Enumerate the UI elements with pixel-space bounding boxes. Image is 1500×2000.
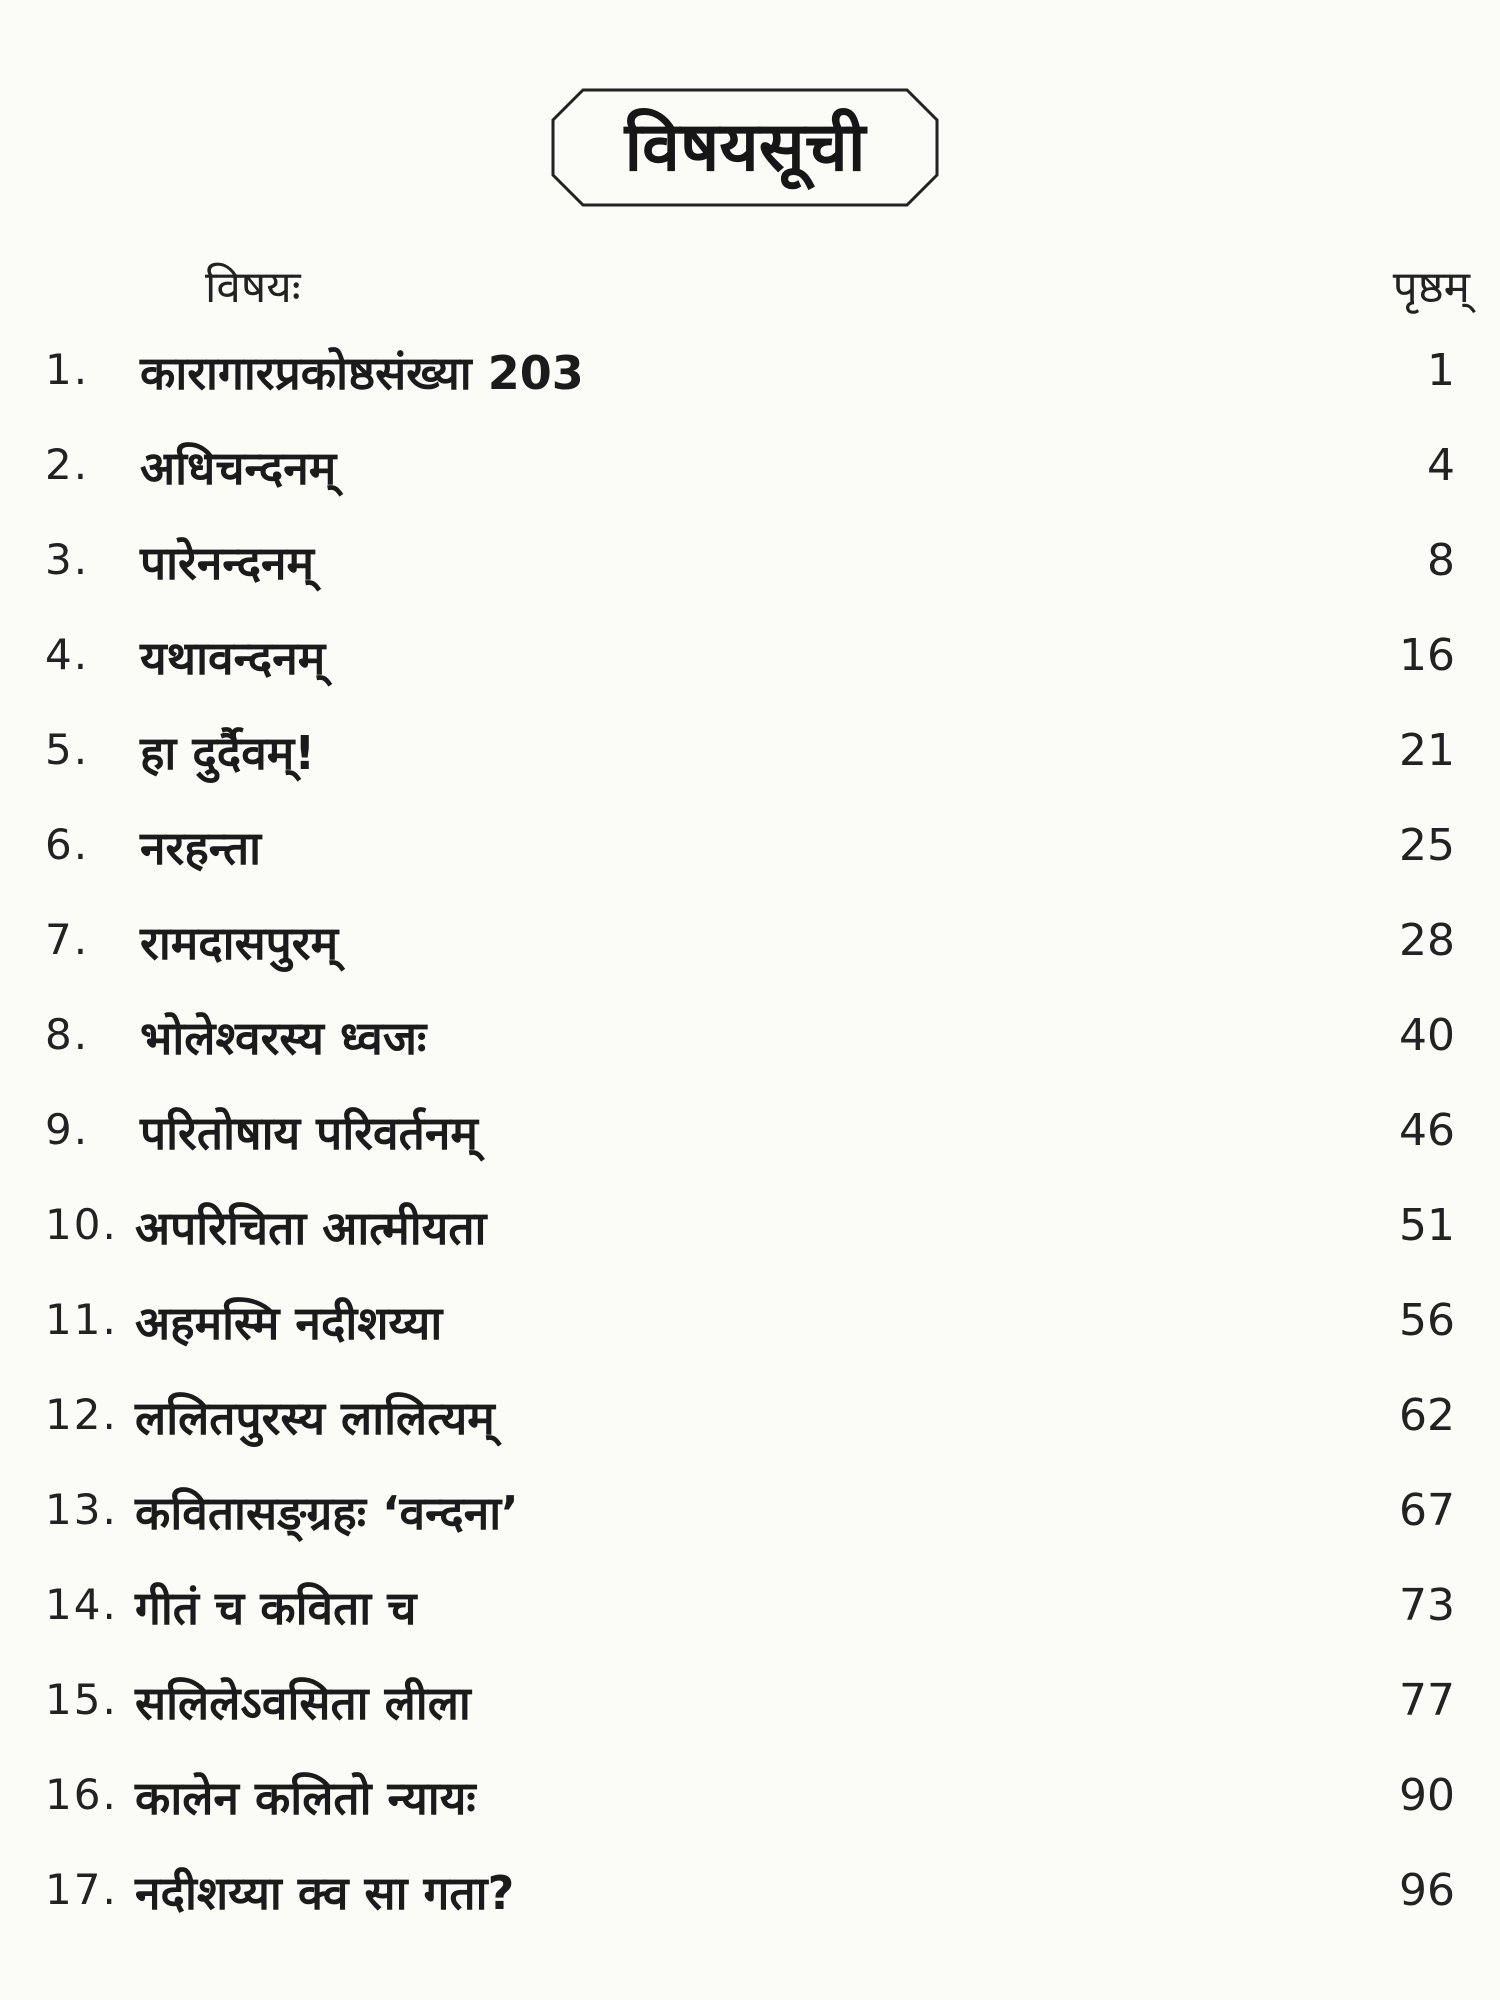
toc-entry-title: यथावन्दनम् bbox=[140, 631, 326, 685]
column-header-subject: विषयः bbox=[205, 262, 301, 313]
toc-entry-number: 9. bbox=[45, 1105, 90, 1154]
toc-entry-page: 28 bbox=[1399, 915, 1455, 966]
toc-entry-number: 6. bbox=[45, 820, 90, 869]
toc-entry-15[interactable] bbox=[0, 1675, 1500, 1770]
toc-entry-title: पारेनन्दनम् bbox=[140, 536, 315, 590]
toc-entry-page: 73 bbox=[1399, 1580, 1455, 1631]
toc-entry-page: 96 bbox=[1399, 1865, 1455, 1916]
toc-entry-14[interactable] bbox=[0, 1580, 1500, 1675]
toc-entry-page: 90 bbox=[1399, 1770, 1455, 1821]
toc-entry-16[interactable] bbox=[0, 1770, 1500, 1865]
toc-entry-12[interactable] bbox=[0, 1390, 1500, 1485]
toc-entry-number: 1. bbox=[45, 345, 90, 394]
toc-entry-4[interactable] bbox=[0, 630, 1500, 725]
toc-entry-11[interactable] bbox=[0, 1295, 1500, 1390]
toc-entry-title: कालेन कलितो न्यायः bbox=[135, 1771, 476, 1825]
toc-entry-page: 62 bbox=[1399, 1390, 1455, 1441]
table-of-contents bbox=[0, 345, 1500, 1960]
toc-entry-page: 21 bbox=[1399, 725, 1455, 776]
toc-entry-page: 4 bbox=[1427, 440, 1455, 491]
toc-entry-title: कवितासङ्ग्रहः ‘वन्दना’ bbox=[135, 1486, 519, 1540]
toc-entry-number: 17. bbox=[45, 1865, 118, 1914]
toc-entry-number: 7. bbox=[45, 915, 90, 964]
toc-entry-title: परितोषाय परिवर्तनम् bbox=[140, 1106, 478, 1160]
page-title: विषयसूची bbox=[624, 108, 866, 187]
toc-entry-number: 16. bbox=[45, 1770, 118, 1819]
toc-entry-number: 13. bbox=[45, 1485, 118, 1534]
toc-entry-title: भोलेश्वरस्य ध्वजः bbox=[140, 1011, 427, 1065]
toc-entry-title: अधिचन्दनम् bbox=[140, 441, 337, 495]
toc-entry-page: 67 bbox=[1399, 1485, 1455, 1536]
toc-entry-1[interactable] bbox=[0, 345, 1500, 440]
toc-entry-9[interactable] bbox=[0, 1105, 1500, 1200]
toc-entry-page: 46 bbox=[1399, 1105, 1455, 1156]
toc-entry-number: 2. bbox=[45, 440, 90, 489]
toc-entry-5[interactable] bbox=[0, 725, 1500, 820]
toc-entry-number: 8. bbox=[45, 1010, 90, 1059]
toc-entry-title: रामदासपुरम् bbox=[140, 916, 339, 970]
toc-entry-page: 1 bbox=[1427, 345, 1455, 396]
toc-entry-page: 56 bbox=[1399, 1295, 1455, 1346]
toc-entry-title: नदीशय्या क्व सा गता? bbox=[135, 1866, 515, 1920]
toc-entry-title: अहमस्मि नदीशय्या bbox=[135, 1296, 443, 1350]
toc-entry-page: 25 bbox=[1399, 820, 1455, 871]
toc-entry-title: अपरिचिता आत्मीयता bbox=[135, 1201, 487, 1255]
toc-entry-17[interactable] bbox=[0, 1865, 1500, 1960]
toc-entry-3[interactable] bbox=[0, 535, 1500, 630]
toc-entry-page: 8 bbox=[1427, 535, 1455, 586]
toc-entry-number: 4. bbox=[45, 630, 90, 679]
toc-entry-number: 14. bbox=[45, 1580, 118, 1629]
toc-entry-title: सलिलेऽवसिता लीला bbox=[135, 1676, 471, 1730]
toc-entry-2[interactable] bbox=[0, 440, 1500, 535]
toc-entry-6[interactable] bbox=[0, 820, 1500, 915]
toc-entry-title: हा दुर्दैवम्! bbox=[140, 726, 316, 780]
toc-entry-page: 16 bbox=[1399, 630, 1455, 681]
toc-entry-page: 51 bbox=[1399, 1200, 1455, 1251]
toc-entry-number: 10. bbox=[45, 1200, 118, 1249]
toc-entry-number: 5. bbox=[45, 725, 90, 774]
toc-entry-number: 15. bbox=[45, 1675, 118, 1724]
toc-entry-number: 3. bbox=[45, 535, 90, 584]
toc-entry-13[interactable] bbox=[0, 1485, 1500, 1580]
toc-entry-7[interactable] bbox=[0, 915, 1500, 1010]
toc-entry-page: 77 bbox=[1399, 1675, 1455, 1726]
toc-entry-8[interactable] bbox=[0, 1010, 1500, 1105]
toc-entry-number: 11. bbox=[45, 1295, 118, 1344]
toc-entry-title: ललितपुरस्य लालित्यम् bbox=[135, 1391, 495, 1445]
page-title-box bbox=[545, 80, 945, 215]
toc-entry-number: 12. bbox=[45, 1390, 118, 1439]
toc-entry-title: गीतं च कविता च bbox=[135, 1581, 417, 1635]
toc-entry-page: 40 bbox=[1399, 1010, 1455, 1061]
column-header-page: पृष्ठम् bbox=[1392, 262, 1470, 313]
toc-entry-title: कारागारप्रकोष्ठसंख्या 203 bbox=[140, 346, 584, 400]
toc-entry-10[interactable] bbox=[0, 1200, 1500, 1295]
toc-entry-title: नरहन्ता bbox=[140, 821, 262, 875]
